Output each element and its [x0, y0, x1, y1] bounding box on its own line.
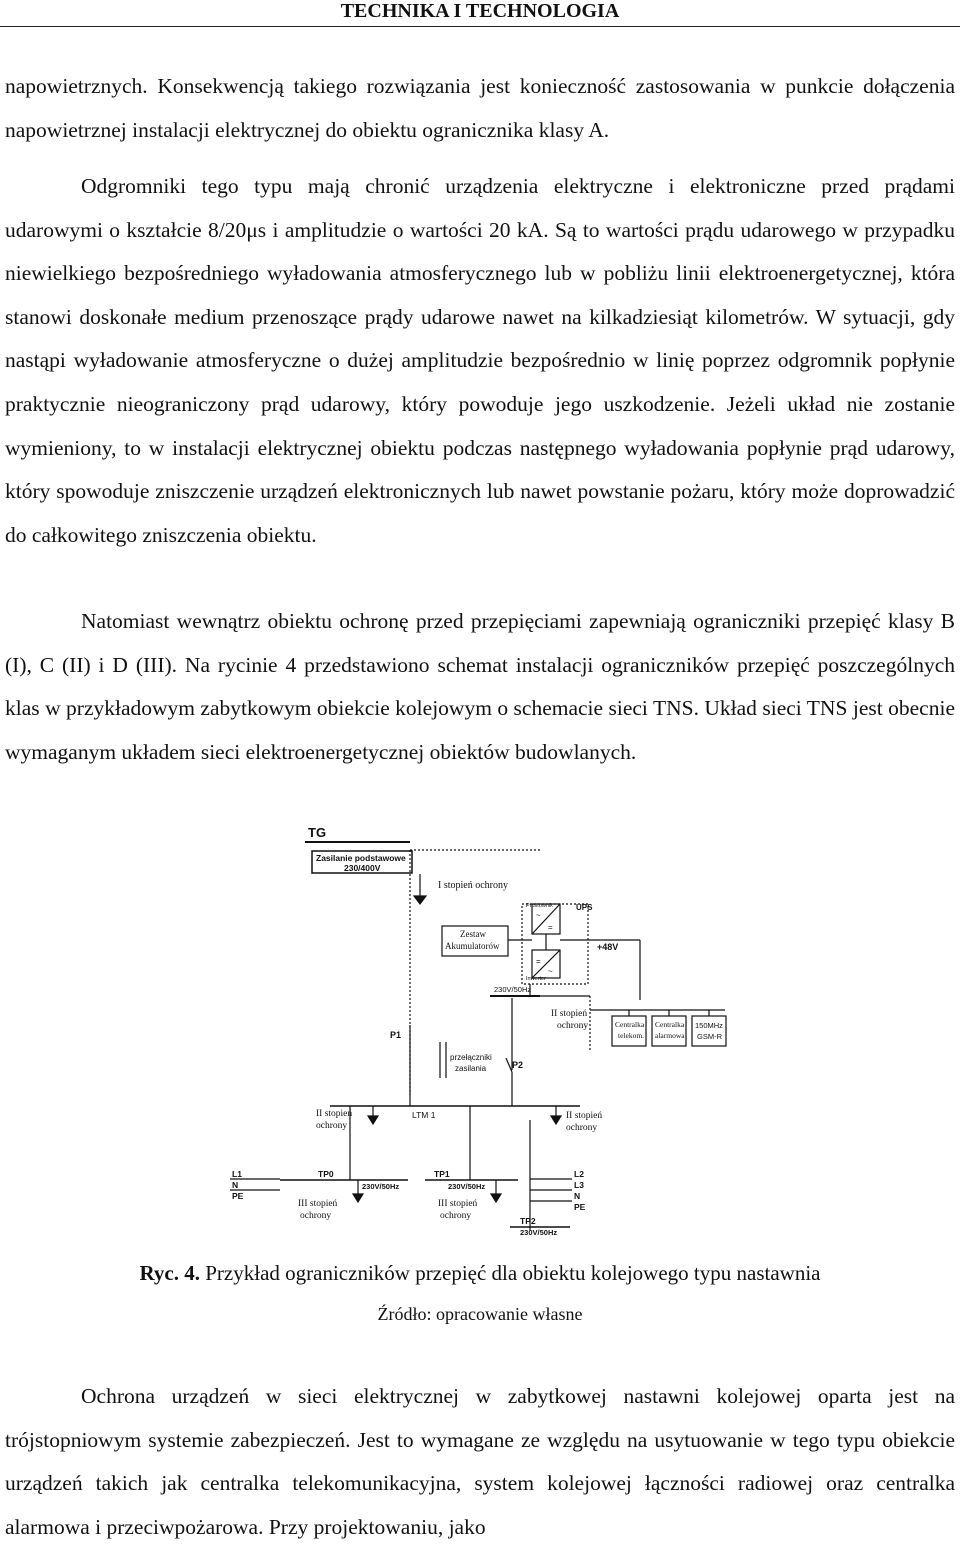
telecom-panel-label-1: Centralka [615, 1020, 645, 1029]
radio-label-1: 150MHz [695, 1021, 723, 1030]
figure-caption-text: Przykład ograniczników przepięć dla obiektu kolejowego typu nastawnia [200, 1261, 821, 1285]
switch-label-2: zasilania [455, 1064, 487, 1073]
svg-text:=: = [548, 923, 553, 932]
stage1-label: I stopień ochrony [438, 880, 508, 891]
tg-label: TG [308, 825, 327, 840]
stage2-top-label-2: ochrony [557, 1021, 589, 1031]
dc-48v-label: +48V [597, 942, 619, 952]
stage2-top-label-1: II stopień [551, 1009, 588, 1019]
stage2-left-label-1: II stopień [316, 1109, 353, 1119]
ltm-label: LTM 1 [412, 1110, 436, 1120]
header-divider [0, 26, 960, 27]
p1-label: P1 [390, 1030, 402, 1040]
battery-label-2: Akumulatorów [445, 941, 500, 951]
svg-text:~: ~ [536, 911, 541, 920]
l3-label: L3 [574, 1180, 584, 1190]
tp0-label: TP0 [318, 1169, 334, 1179]
tp1-label: TP1 [434, 1169, 450, 1179]
radio-label-2: GSM-R [697, 1032, 722, 1041]
figure-source: Źródło: opracowanie własne [377, 1304, 583, 1324]
paragraph-3: Natomiast wewnątrz obiektu ochronę przed przepięciami zapewniają ograniczniki przepięć klasy B (I), C (II) i D (III). Na rycinie 4 przedstawiono schemat instalacji ograniczników przepięć poszczególnych klas w przykładowym zabytkowym obiekcie kolejowym o schemacie sieci TNS. Układ sieci TNS jest obecnie wymaganym układem sieci elektroenergetycznej obiektów budowlanych. [5, 609, 955, 764]
stage2-left-label-2: ochrony [316, 1121, 348, 1131]
ac-output-label: 230V/50Hz [494, 985, 532, 994]
stage1-arrester-symbol [414, 896, 426, 904]
l1-label: L1 [232, 1169, 242, 1179]
pe-left-label: PE [232, 1191, 244, 1201]
tp1-voltage: 230V/50Hz [448, 1182, 486, 1191]
inverter-label: Inwerter [526, 976, 546, 982]
paragraph-1: napowietrznych. Konsekwencją takiego rozwiązania jest konieczność zastosowania w punkcie dołączenia napowietrznej instalacji elektrycznej do obiektu ogranicznika klasy A. [5, 74, 955, 142]
stage2-right-arrester [551, 1116, 561, 1124]
svg-text:~: ~ [548, 967, 553, 976]
stage2-right-label-1: II stopień [566, 1111, 603, 1121]
paragraph-2: Odgromniki tego typu mają chronić urządzenia elektryczne i elektroniczne przed prądami udarowymi o kształcie 8/20μs i amplitudzie o wartości 20 kA. Są to wartości prądu udarowego w przypadku niewielkiego bezpośredniego wyładowania atmosferycznego lub w pobliżu linii elektroenergetycznej, która stanowi doskonałe medium przenoszące prądy udarowe nawet na kilkadziesiąt kilometrów. W sytuacji, gdy nastąpi wyładowanie atmosferyczne o dużej amplitudzie bezpośrednio w linię poprzez odgromnik popłynie praktycznie nieograniczony prąd udarowy, który powoduje jego uszkodzenie. Jeżeli układ nie zostanie wymieniony, to w instalacji elektrycznej obiektu podczas następnego wyładowania popłynie prąd udarowy, który spowoduje zniszczenie urządzeń elektronicznych lub nawet powstanie pożaru, który może doprowadzić do całkowitego zniszczenia obiektu. [5, 174, 955, 547]
figure-caption [0, 1257, 960, 1289]
stage3-left-label-2: ochrony [300, 1211, 332, 1221]
stage3-left-arrester [353, 1194, 363, 1202]
tp2-label: TP2 [520, 1216, 536, 1226]
n-right-label: N [574, 1191, 581, 1201]
running-header: TECHNIKA I TECHNOLOGIA [340, 0, 620, 22]
main-supply-label: Zasilanie podstawowe [316, 853, 406, 863]
rectifier-label: Prostownik [526, 903, 553, 909]
switch-label-1: przełączniki [450, 1053, 492, 1062]
alarm-panel-label-1: Centralka [655, 1020, 685, 1029]
paragraph-4: Ochrona urządzeń w sieci elektrycznej w zabytkowej nastawni kolejowej oparta jest na trójstopniowym systemie zabezpieczeń. Jest to wymagane ze względu na usytuowanie w tego typu obiekcie urządzeń takich jak centralka telekomunikacyjna, system kolejowej łączności radiowej oraz centralka alarmowa i przeciwpożarowa. Przy projektowaniu, jako [5, 1384, 955, 1539]
stage3-mid-arrester [491, 1194, 501, 1202]
l2-label: L2 [574, 1169, 584, 1179]
stage2-left-arrester [368, 1116, 378, 1124]
p2-label: P2 [512, 1060, 524, 1070]
stage2-right-label-2: ochrony [566, 1123, 598, 1133]
battery-label-1: Zestaw [460, 929, 486, 939]
telecom-panel-label-2: telekom. [618, 1031, 645, 1040]
figure-caption-label: Ryc. 4. [139, 1261, 200, 1285]
tp0-voltage: 230V/50Hz [362, 1182, 400, 1191]
pe-right-label: PE [574, 1202, 586, 1212]
tp2-voltage: 230V/50Hz [520, 1228, 558, 1237]
stage3-mid-label-2: ochrony [440, 1211, 472, 1221]
svg-text:=: = [536, 957, 541, 966]
ups-label: UPS [576, 903, 593, 912]
alarm-panel-label-2: alarmowa [655, 1031, 685, 1040]
surge-protection-diagram [220, 820, 740, 1250]
stage3-left-label-1: III stopień [298, 1199, 338, 1209]
stage3-mid-label-1: III stopień [438, 1199, 478, 1209]
main-supply-voltage: 230/400V [344, 863, 381, 873]
n-left-label: N [232, 1180, 239, 1190]
